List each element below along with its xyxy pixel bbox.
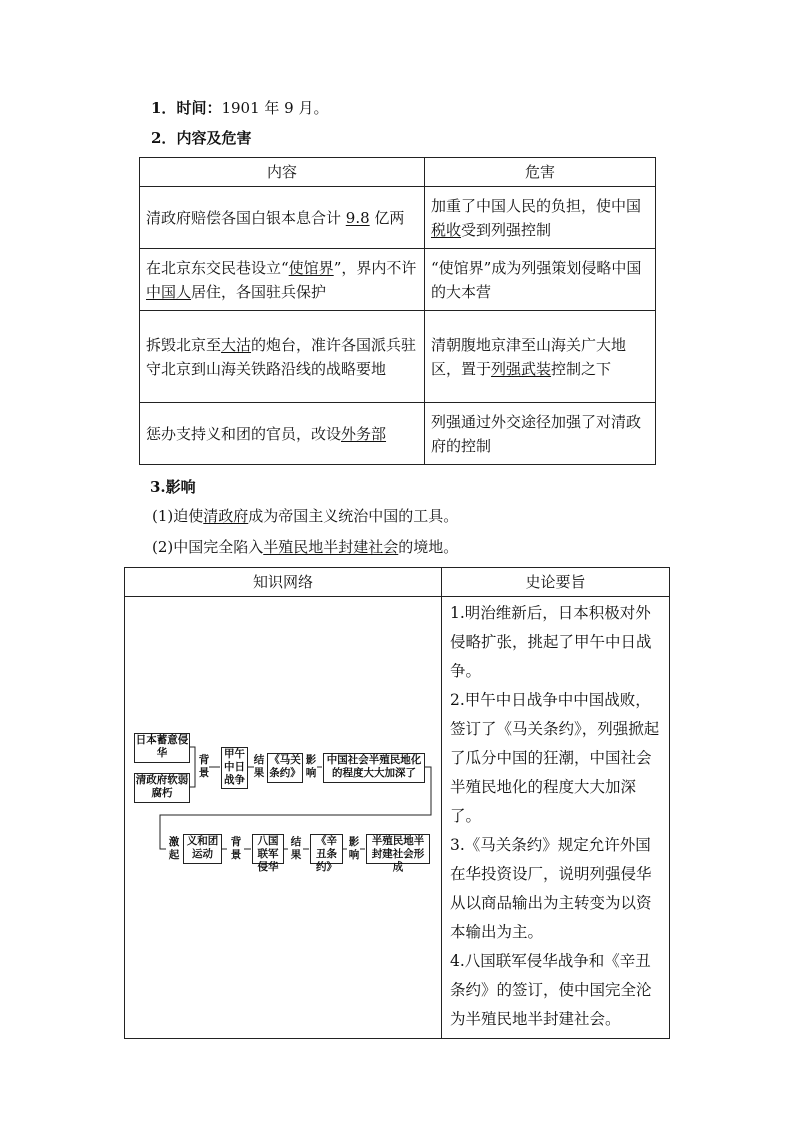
content-cell: 拆毁北京至大沽的炮台，准许各国派兵驻守北京到山海关铁路沿线的战略要地 — [140, 311, 425, 403]
knowledge-diagram-cell — [125, 597, 442, 1039]
section3-heading: 3.影响 — [150, 478, 196, 496]
eight-nation-alliance-box: 八国联军侵华 — [252, 834, 284, 864]
table-row — [140, 187, 656, 249]
table-header-row — [125, 568, 670, 597]
key-points-cell — [442, 597, 670, 1039]
key-point-4: 4.八国联军侵华战争和《辛丑条约》的签订，使中国完全沦为半殖民地半封建社会。 — [450, 952, 652, 1028]
provoke-label: 激起 — [168, 836, 180, 861]
shimonoseki-treaty-box: 《马关条约》 — [267, 753, 303, 783]
section1-value: 1901 年 9 月。 — [221, 99, 329, 117]
knowledge-table — [124, 567, 670, 1039]
semi-colonial-deepened-box: 中国社会半殖民地化的程度大大加深了 — [323, 753, 425, 783]
result-label-2: 结果 — [290, 836, 302, 861]
harm-cell: 清朝腹地京津至山海关广大地区，置于列强武装控制之下 — [425, 311, 656, 403]
key-point-1: 1.明治维新后，日本积极对外侵略扩张，挑起了甲午中日战争。 — [450, 604, 652, 680]
harm-cell: 加重了中国人民的负担，使中国税收受到列强控制 — [425, 187, 656, 249]
table-row — [140, 403, 656, 465]
boxer-protocol-box: 《辛丑条约》 — [310, 834, 343, 864]
content-cell: 惩办支持义和团的官员，改设外务部 — [140, 403, 425, 465]
time-line — [151, 98, 328, 118]
header-content: 内容 — [140, 158, 425, 187]
header-harm: 危害 — [425, 158, 656, 187]
treaty-content-table — [139, 157, 656, 465]
content-cell: 清政府赔偿各国白银本息合计 9.8 亿两 — [140, 187, 425, 249]
impact-item-1: (1)迫使清政府成为帝国主义统治中国的工具。 — [152, 507, 459, 525]
semi-colonial-formed-box: 半殖民地半封建社会形成 — [366, 834, 430, 864]
section1-label: 时间： — [176, 99, 222, 117]
section1-number: 1． — [151, 99, 177, 117]
section2-label: 内容及危害 — [176, 129, 252, 147]
header-knowledge-network: 知识网络 — [125, 568, 442, 597]
section2-heading — [151, 128, 251, 148]
effect-label-1: 影响 — [305, 754, 317, 779]
background-label-1: 背景 — [198, 754, 210, 779]
boxer-movement-box: 义和团运动 — [183, 834, 222, 864]
harm-cell: “使馆界”成为列强策划侵略中国的大本营 — [425, 249, 656, 311]
key-point-2: 2.甲午中日战争中中国战败，签订了《马关条约》，列强掀起了瓜分中国的狂潮，中国社会半殖民地化的程度大大加深了。 — [450, 691, 660, 825]
result-label-1: 结果 — [253, 754, 265, 779]
japan-invasion-box: 日本蓄意侵华 — [134, 733, 190, 763]
table-row — [125, 597, 670, 1039]
impact-item-2: (2)中国完全陷入半殖民地半封建社会的境地。 — [152, 538, 459, 556]
effect-label-2: 影响 — [348, 836, 360, 861]
table-row — [140, 311, 656, 403]
section2-number: 2． — [151, 129, 177, 147]
qing-weak-box: 清政府软弱腐朽 — [134, 773, 190, 803]
key-point-3: 3.《马关条约》规定允许外国在华投资设厂，说明列强侵华从以商品输出为主转变为以资本输出为主。 — [450, 836, 652, 941]
sino-japanese-war-box: 甲午中日战争 — [221, 747, 248, 789]
header-key-points: 史论要旨 — [442, 568, 670, 597]
content-cell: 在北京东交民巷设立“使馆界”，界内不许中国人居住，各国驻兵保护 — [140, 249, 425, 311]
background-label-2: 背景 — [230, 836, 242, 861]
table-header-row — [140, 158, 656, 187]
knowledge-diagram — [125, 597, 441, 1002]
table-row — [140, 249, 656, 311]
harm-cell: 列强通过外交途径加强了对清政府的控制 — [425, 403, 656, 465]
